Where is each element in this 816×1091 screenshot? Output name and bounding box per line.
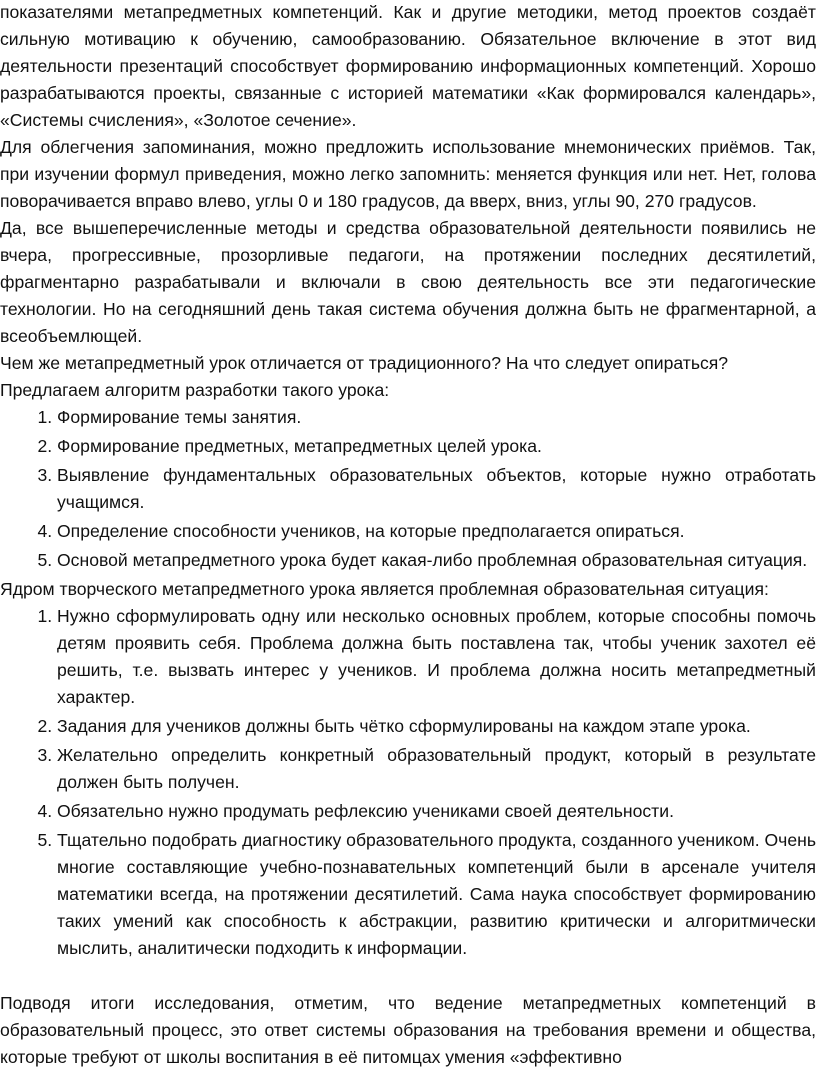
paragraph-projects: показателями метапредметных компетенций. Как и другие методики, метод проектов создаёт сильную мотивацию к обучению, самообразованию. Обязательное включение в этот вид деятельности презентаций способствует формированию информационных компетенций. Хорошо разрабатываются проекты, связанные с историей математики «Как формировался календарь», «Системы счисления», «Золотое сечение». (0, 2, 816, 130)
list-item: 2. Задания для учеников должны быть чётко сформулированы на каждом этапе урока. (57, 713, 816, 740)
paragraph-algorithm-intro: Предлагаем алгоритм разработки такого урока: (0, 380, 390, 400)
paragraph-conclusion: Подводя итоги исследования, отметим, что ведение метапредметных компетенций в образовательный процесс, это ответ системы образования на требования времени и общества, которые требуют от школы воспитания в её питомцах умения «эффективно (0, 993, 816, 1067)
list-item: 1. Формирование темы занятия. (57, 404, 816, 431)
paragraph-question: Чем же метапредметный урок отличается от традиционного? На что следует опираться? (0, 353, 729, 373)
paragraph-spacer (0, 964, 816, 990)
problem-situation-list (0, 603, 816, 962)
list-item: 3. Выявление фундаментальных образовательных объектов, которые нужно отработать учащимся. (57, 462, 816, 516)
paragraph-mnemonics: Для облегчения запоминания, можно предложить использование мнемонических приёмов. Так, при изучении формул приведения, можно легко запомнить: меняется функция или нет. Нет, голова поворачивается вправо влево, углы 0 и 180 градусов, да вверх, вниз, углы 90, 270 градусов. (0, 137, 816, 211)
list-item: 5. Основой метапредметного урока будет какая-либо проблемная образовательная ситуация. (57, 547, 816, 574)
list-item: 4. Определение способности учеников, на которые предполагается опираться. (57, 518, 816, 545)
list-item: 2. Формирование предметных, метапредметных целей урока. (57, 433, 816, 460)
paragraph-methods: Да, все вышеперечисленные методы и средства образовательной деятельности появились не вчера, прогрессивные, прозорливые педагоги, на протяжении последних десятилетий, фрагментарно разрабатывали и включали в свою деятельность все эти педагогические технологии. Но на сегодняшний день такая система обучения должна быть не фрагментарной, а всеобъемлющей. (0, 218, 816, 346)
algorithm-list (0, 404, 816, 574)
list-item: 1. Нужно сформулировать одну или несколько основных проблем, которые способны помочь детям проявить себя. Проблема должна быть поставлена так, чтобы ученик захотел её решить, т.е. вызвать интерес у учеников. И проблема должна носить метапредметный характер. (57, 603, 816, 711)
list-item: 4. Обязательно нужно продумать рефлексию учениками своей деятельности. (57, 798, 816, 825)
paragraph-problem-situation: Ядром творческого метапредметного урока является проблемная образовательная ситуация: (0, 579, 769, 599)
list-item: 3. Желательно определить конкретный образовательный продукт, который в результате должен быть получен. (57, 742, 816, 796)
list-item: 5. Тщательно подобрать диагностику образовательного продукта, созданного учеником. Очень многие составляющие учебно-познавательных компетенций были в арсенале учителя математики всегда, на протяжении десятилетий. Сама наука способствует формированию таких умений как способность к абстракции, развитию критически и алгоритмически мыслить, аналитически подходить к информации. (57, 827, 816, 962)
